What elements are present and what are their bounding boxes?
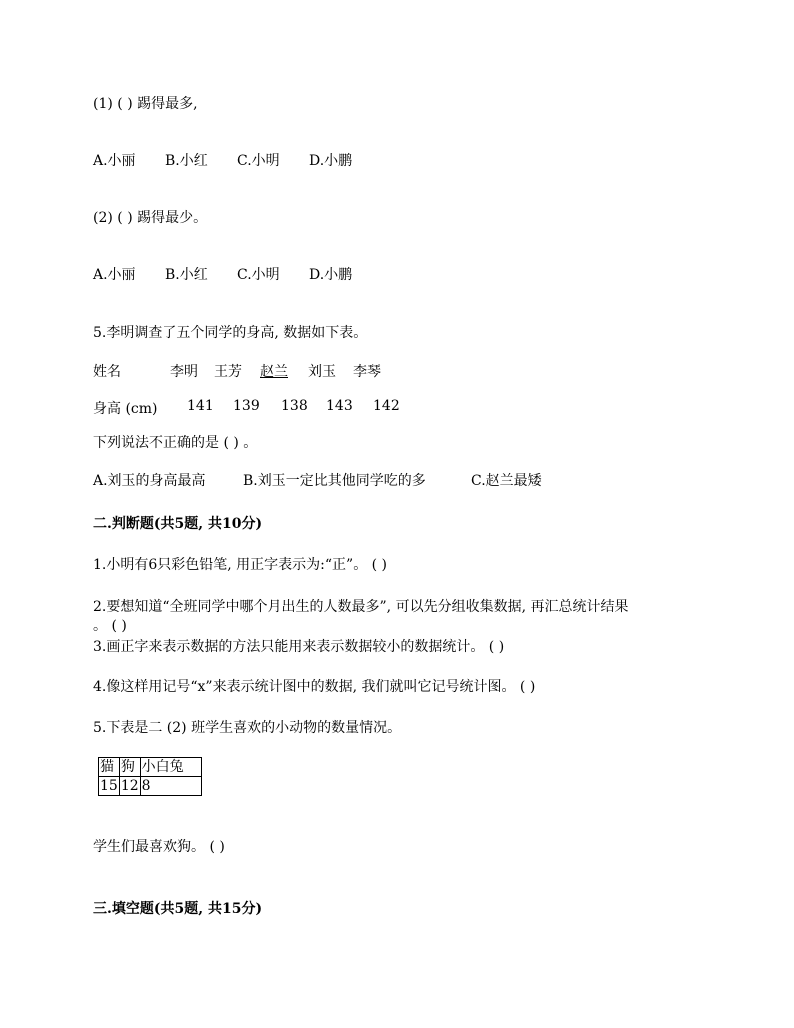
- table-cell: 8: [140, 777, 201, 796]
- option-c: C.小明: [237, 267, 280, 283]
- judge-item-3: 3.画正字来表示数据的方法只能用来表示数据较小的数据统计。 ( ): [93, 639, 505, 655]
- name-label: 姓名: [93, 364, 121, 380]
- option-b: B.小红: [165, 267, 208, 283]
- option-b: B.小红: [165, 153, 208, 169]
- height-cell: 138: [281, 398, 308, 414]
- name-cell: 王芳: [214, 364, 242, 380]
- judge-item-2: 2.要想知道“全班同学中哪个月出生的人数最多”, 可以先分组收集数据, 再汇总统计结果: [93, 599, 629, 615]
- judge-item-2-cont: 。 ( ): [93, 618, 127, 634]
- table-row: [99, 758, 202, 777]
- table-cell: 15: [100, 778, 118, 794]
- option-c: C.赵兰最矮: [471, 473, 542, 489]
- height-cell: 141: [187, 398, 214, 414]
- judge-item-1: 1.小明有6只彩色铅笔, 用正字表示为:“正”。 ( ): [93, 557, 388, 573]
- q1-part1: (1) ( ) 踢得最多,: [93, 96, 198, 112]
- option-d: D.小鹏: [309, 153, 353, 169]
- option-d: D.小鹏: [309, 267, 353, 283]
- q5-question: 下列说法不正确的是 ( ) 。: [93, 435, 258, 451]
- option-c: C.小明: [237, 153, 280, 169]
- name-cell: 李明: [170, 364, 198, 380]
- q5-stem: 5.李明调查了五个同学的身高, 数据如下表。: [93, 325, 368, 341]
- option-a: A.小丽: [93, 267, 136, 283]
- pets-table: [98, 757, 202, 796]
- q1-options1: [93, 152, 352, 170]
- name-cell: 刘玉: [308, 364, 336, 380]
- section-2-heading: 二.判断题(共5题, 共10分): [93, 516, 263, 532]
- q1-options2: [93, 266, 352, 284]
- height-cell: 142: [373, 398, 400, 414]
- height-label: 身高 (cm): [93, 401, 158, 417]
- table-header-cell: 小白兔: [140, 758, 201, 777]
- table-row: [99, 777, 202, 796]
- judge-item-5: 5.下表是二 (2) 班学生喜欢的小动物的数量情况。: [93, 720, 402, 736]
- option-a: A.小丽: [93, 153, 136, 169]
- q1-part2: (2) ( ) 踢得最少。: [93, 210, 208, 226]
- table-cell: 12: [120, 778, 139, 794]
- judge-item-4: 4.像这样用记号“x”来表示统计图中的数据, 我们就叫它记号统计图。 ( ): [93, 679, 536, 695]
- table-header-cell: 猫: [99, 758, 120, 777]
- height-cell: 143: [326, 398, 353, 414]
- section-3-heading: 三.填空题(共5题, 共15分): [93, 901, 263, 917]
- q5-options: [93, 472, 542, 490]
- name-cell: 赵兰: [260, 364, 288, 380]
- judge-item-5-statement: 学生们最喜欢狗。 ( ): [93, 839, 225, 855]
- name-cell: 李琴: [353, 364, 381, 380]
- table-header-cell: 狗: [119, 758, 140, 777]
- option-a: A.刘玉的身高最高: [93, 473, 206, 489]
- option-b: B.刘玉一定比其他同学吃的多: [243, 473, 426, 489]
- height-cell: 139: [233, 398, 260, 414]
